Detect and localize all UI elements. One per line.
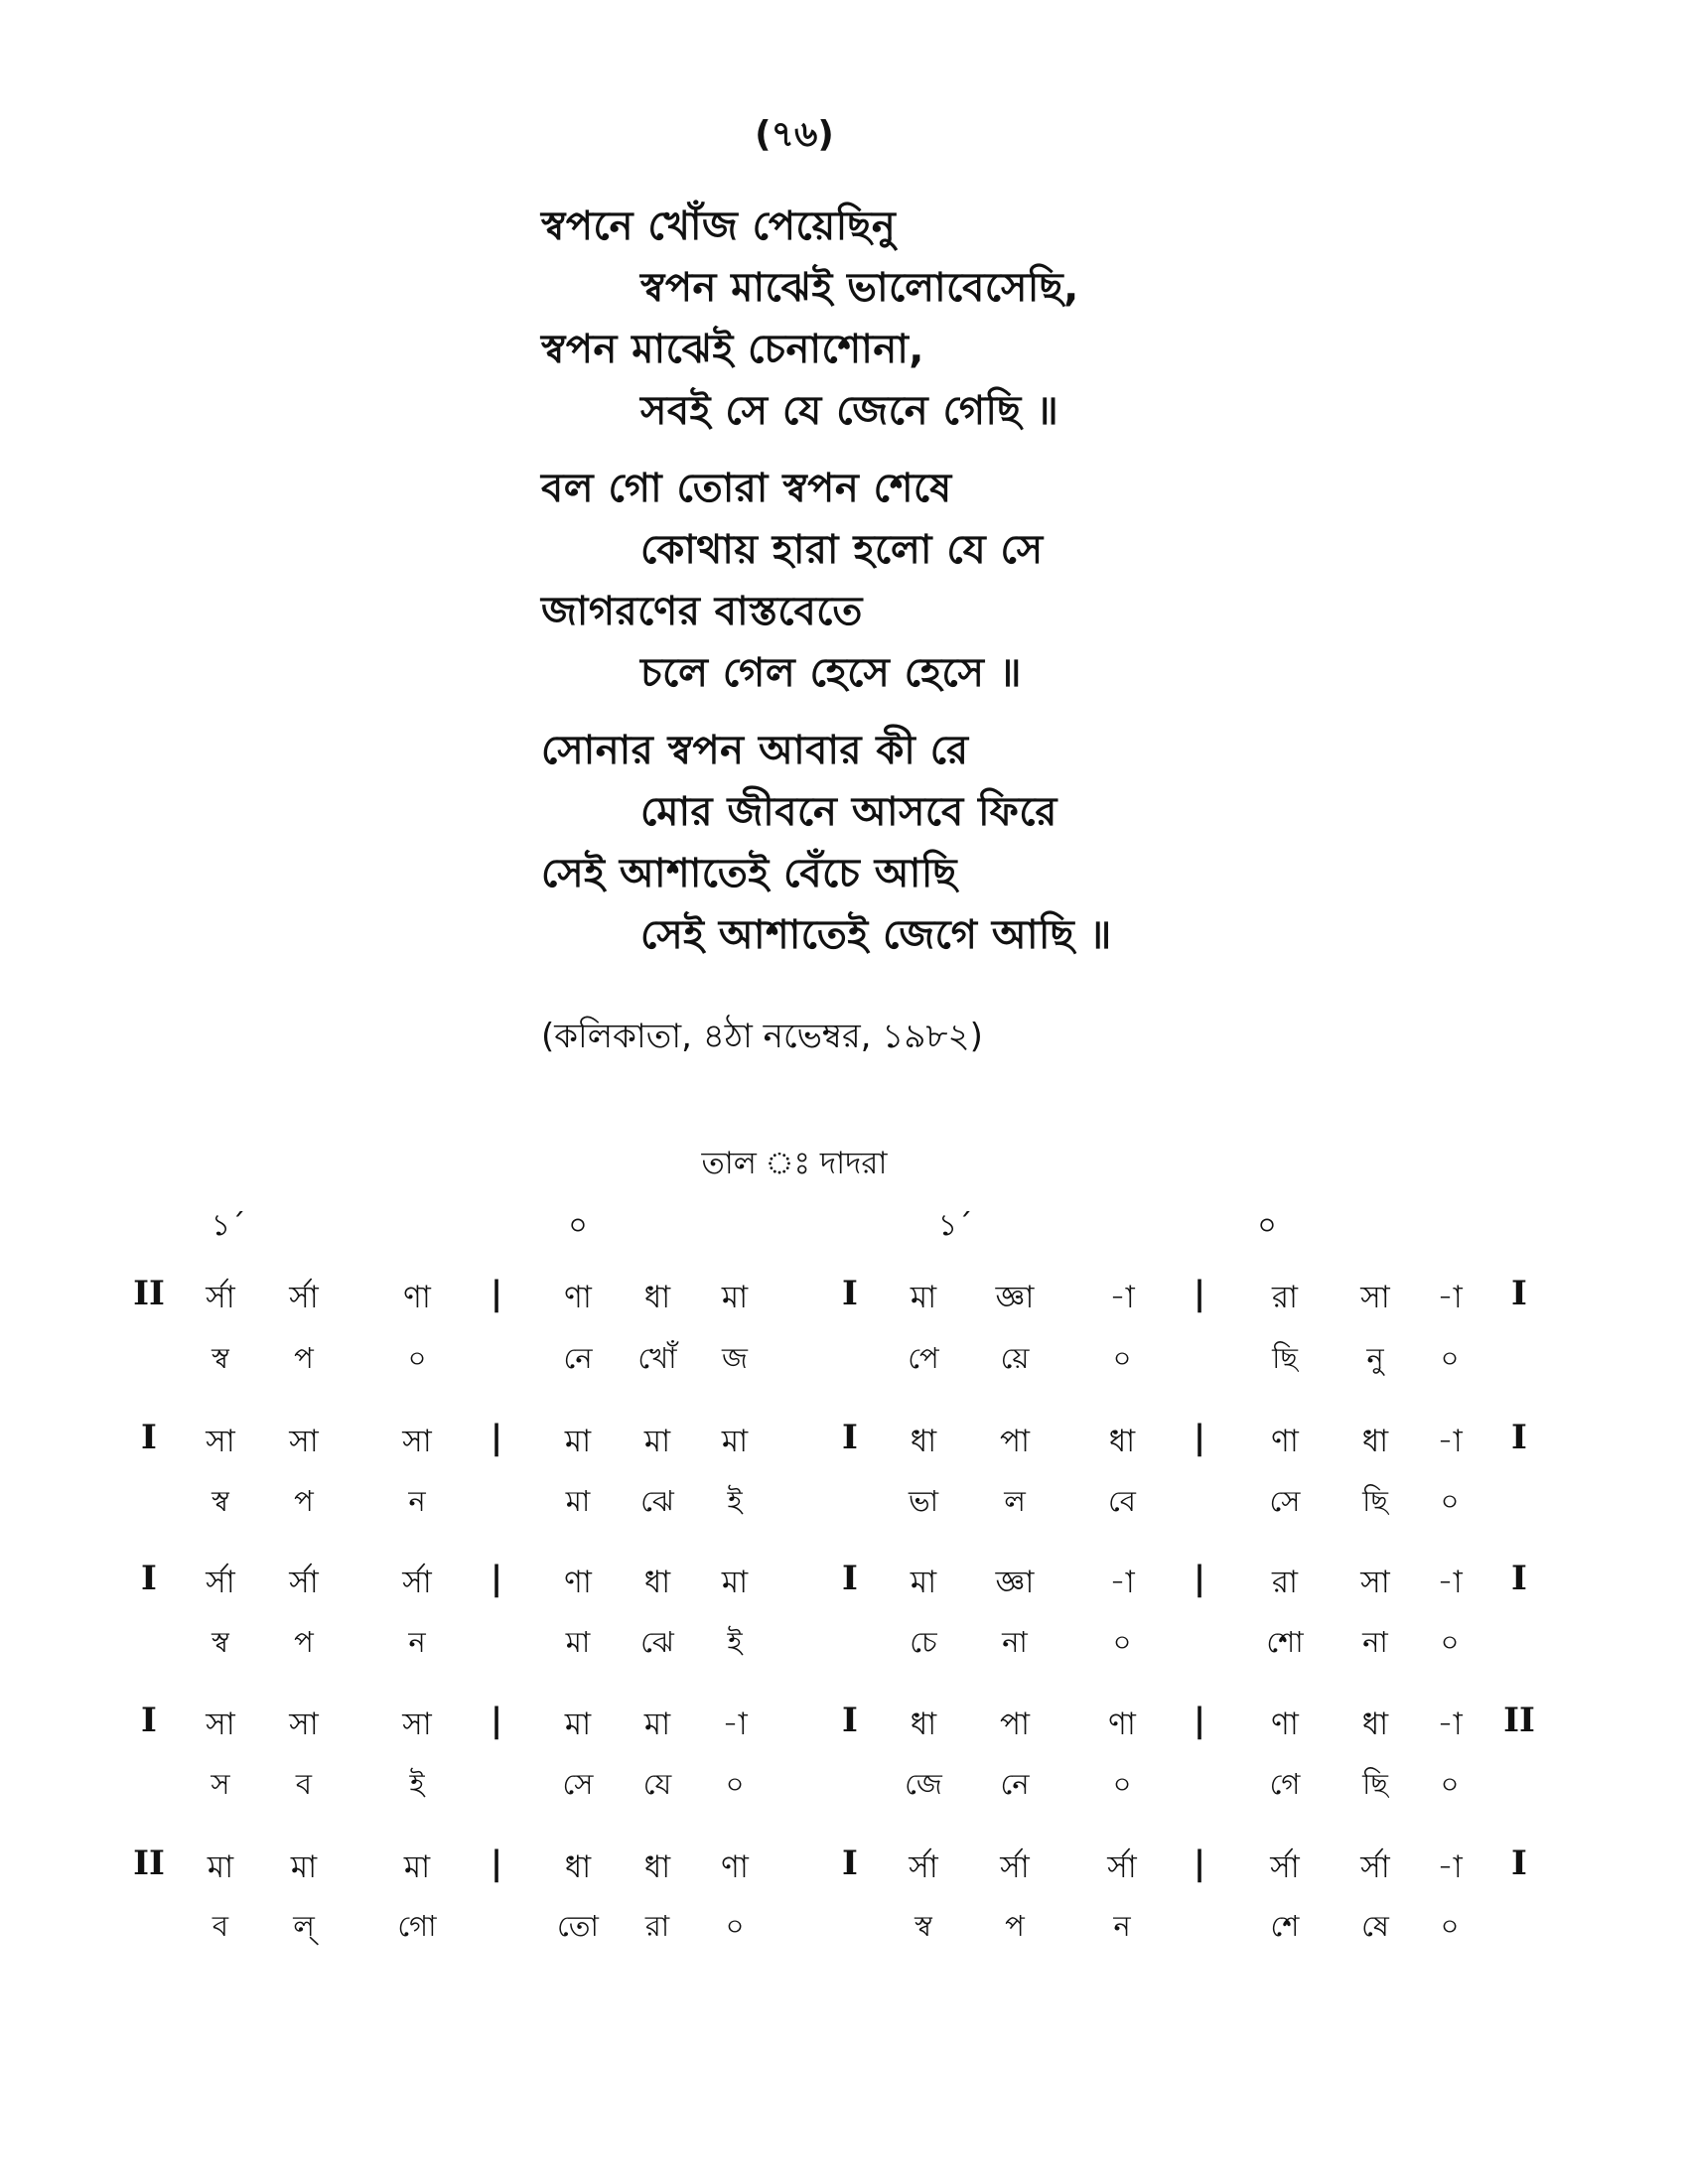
lyric-syllable: পে <box>908 1341 939 1375</box>
lyric-syllable: প <box>1005 1909 1025 1943</box>
verse-line: জাগরণের বাস্তবেতে <box>541 589 863 634</box>
swara-note: র্সা <box>1360 1849 1390 1885</box>
lyric-syllable: খোঁ <box>637 1341 677 1375</box>
swara-note: মা <box>564 1424 592 1459</box>
lyric-syllable: ন <box>408 1484 426 1518</box>
lyric-syllable: ষে <box>1361 1909 1389 1943</box>
lyric-syllable: শো <box>1266 1625 1304 1659</box>
lyric-syllable: প <box>294 1625 314 1659</box>
swara-note: র্সা <box>1270 1849 1300 1885</box>
swara-note: ধা <box>910 1706 937 1742</box>
swara-note: পা <box>999 1706 1031 1742</box>
swara-note: -া <box>1109 1280 1135 1315</box>
verse-line: চলে গেল হেসে হেসে ॥ <box>640 650 1023 696</box>
lyric-syllable: জ <box>722 1341 748 1375</box>
bar-line: II <box>1503 1701 1535 1740</box>
lyric-syllable: স্ব <box>211 1341 229 1375</box>
swara-note: -া <box>1437 1565 1463 1600</box>
verse-line: কোথায় হারা হলো যে সে <box>640 527 1044 573</box>
bar-line: | <box>490 1559 503 1598</box>
beat-marker: ০ <box>568 1208 588 1243</box>
swara-note: র্সা <box>909 1849 938 1885</box>
swara-note: -া <box>722 1706 748 1742</box>
lyric-syllable: মা <box>565 1625 591 1659</box>
bar-line: I <box>1511 1559 1527 1598</box>
verse-line: সোনার স্বপন আবার কী রে <box>541 728 969 773</box>
swara-note: ধা <box>564 1849 592 1885</box>
lyric-syllable: ০ <box>725 1767 745 1801</box>
bar-line: I <box>842 1843 858 1883</box>
swara-note: মা <box>207 1849 234 1885</box>
swara-note: সা <box>402 1424 432 1459</box>
lyric-syllable: ভা <box>908 1484 939 1518</box>
swara-note: মা <box>403 1849 431 1885</box>
swara-note: র্সা <box>206 1280 235 1315</box>
swara-note: র্সা <box>1000 1849 1030 1885</box>
lyric-syllable: ব <box>295 1767 313 1801</box>
swara-note: সা <box>1360 1565 1390 1600</box>
swara-note: ণা <box>1108 1706 1136 1742</box>
lyric-syllable: স <box>211 1767 230 1801</box>
bar-line: I <box>842 1701 858 1740</box>
lyric-syllable: ০ <box>1440 1341 1460 1375</box>
swara-note: পা <box>999 1424 1031 1459</box>
beat-marker: ১´ <box>211 1208 246 1243</box>
bar-line: | <box>490 1274 503 1313</box>
bar-line: I <box>141 1701 157 1740</box>
swara-note: জ্ঞা <box>995 1565 1035 1600</box>
swara-note: ণা <box>564 1280 592 1315</box>
lyric-syllable: ০ <box>1440 1767 1460 1801</box>
verse-line: স্বপনে খোঁজ পেয়েছিনু <box>541 204 897 249</box>
swara-note: ণা <box>1271 1706 1299 1742</box>
bar-line: I <box>842 1559 858 1598</box>
swara-note: -া <box>1437 1280 1463 1315</box>
lyric-syllable: গে <box>1269 1767 1301 1801</box>
verse-line: সবই সে যে জেনে গেছি ॥ <box>640 388 1059 434</box>
lyric-syllable: ০ <box>407 1341 427 1375</box>
swara-note: র্সা <box>402 1565 432 1600</box>
lyric-syllable: ০ <box>1440 1909 1460 1943</box>
swara-note: ণা <box>721 1849 749 1885</box>
swara-note: মা <box>643 1706 671 1742</box>
lyric-syllable: জে <box>905 1767 942 1801</box>
lyric-syllable: চে <box>910 1625 937 1659</box>
lyric-syllable: গো <box>397 1909 437 1943</box>
lyric-syllable: ই <box>727 1625 743 1659</box>
bar-line: | <box>1193 1274 1206 1313</box>
swara-note: ধা <box>643 1849 671 1885</box>
swara-note: সা <box>289 1706 319 1742</box>
bar-line: | <box>1193 1843 1206 1883</box>
lyric-syllable: ঝে <box>640 1484 674 1518</box>
swara-note: মা <box>721 1424 749 1459</box>
swara-note: সা <box>402 1706 432 1742</box>
bar-line: I <box>141 1418 157 1457</box>
swara-note: মা <box>290 1849 318 1885</box>
lyric-syllable: ০ <box>1112 1341 1132 1375</box>
lyric-syllable: ০ <box>1112 1767 1132 1801</box>
swara-note: মা <box>910 1565 937 1600</box>
bar-line: | <box>1193 1701 1206 1740</box>
lyric-syllable: ০ <box>1440 1484 1460 1518</box>
swara-note: র্সা <box>289 1280 319 1315</box>
lyric-syllable: ছি <box>1272 1341 1298 1375</box>
swara-note: জ্ঞা <box>995 1280 1035 1315</box>
page-number: (৭৬) <box>755 114 834 155</box>
bar-line: | <box>490 1418 503 1457</box>
verse-line: স্বপন মাঝেই ভালোবেসেছি, <box>640 265 1079 311</box>
swara-note: মা <box>564 1706 592 1742</box>
swara-note: মা <box>643 1424 671 1459</box>
lyric-syllable: প <box>294 1341 314 1375</box>
bar-line: I <box>1511 1274 1527 1313</box>
lyric-syllable: ছি <box>1362 1767 1388 1801</box>
beat-marker: ১´ <box>937 1208 973 1243</box>
swara-note: -া <box>1437 1706 1463 1742</box>
bar-line: II <box>133 1274 165 1313</box>
bar-line: I <box>842 1274 858 1313</box>
tala-heading: তাল ঃ দাদরা <box>701 1146 888 1181</box>
swara-note: সা <box>206 1706 235 1742</box>
lyric-syllable: রা <box>644 1909 670 1943</box>
swara-note: মা <box>910 1280 937 1315</box>
swara-note: সা <box>289 1424 319 1459</box>
lyric-syllable: নে <box>1000 1767 1030 1801</box>
lyric-syllable: নু <box>1366 1341 1384 1375</box>
verse-line: সেই আশাতেই জেগে আছি ॥ <box>640 912 1112 958</box>
lyric-syllable: য়ে <box>1000 1341 1030 1375</box>
swara-note: সা <box>206 1424 235 1459</box>
verse-line: স্বপন মাঝেই চেনাশোনা, <box>541 327 924 372</box>
beat-marker: ০ <box>1257 1208 1277 1243</box>
lyric-syllable: স্ব <box>211 1484 229 1518</box>
lyric-syllable: বে <box>1108 1484 1136 1518</box>
swara-note: ধা <box>643 1280 671 1315</box>
swara-note: রা <box>1271 1280 1299 1315</box>
swara-note: -া <box>1109 1565 1135 1600</box>
swara-note: র্সা <box>1107 1849 1137 1885</box>
bar-line: II <box>133 1843 165 1883</box>
swara-note: ধা <box>910 1424 937 1459</box>
bar-line: | <box>490 1843 503 1883</box>
lyric-syllable: ঝে <box>640 1625 674 1659</box>
swara-note: ধা <box>1108 1424 1136 1459</box>
lyric-syllable: যে <box>642 1767 672 1801</box>
lyric-syllable: ই <box>727 1484 743 1518</box>
lyric-syllable: স্ব <box>914 1909 932 1943</box>
lyric-syllable: ন <box>1113 1909 1131 1943</box>
lyric-syllable: স্ব <box>211 1625 229 1659</box>
swara-note: ণা <box>1271 1424 1299 1459</box>
lyric-syllable: মা <box>565 1484 591 1518</box>
verse-line: মোর জীবনে আসবে ফিরে <box>640 789 1057 835</box>
bar-line: | <box>490 1701 503 1740</box>
lyric-syllable: ন <box>408 1625 426 1659</box>
swara-note: ণা <box>403 1280 431 1315</box>
swara-note: মা <box>721 1280 749 1315</box>
swara-note: ধা <box>643 1565 671 1600</box>
lyric-syllable: ব <box>211 1909 229 1943</box>
bar-line: | <box>1193 1418 1206 1457</box>
lyric-syllable: নে <box>563 1341 593 1375</box>
verse-line: সেই আশাতেই বেঁচে আছি <box>541 851 958 896</box>
lyric-syllable: ০ <box>1112 1625 1132 1659</box>
swara-note: র্সা <box>289 1565 319 1600</box>
lyric-syllable: তো <box>557 1909 599 1943</box>
lyric-syllable: না <box>1362 1625 1388 1659</box>
swara-note: -া <box>1437 1849 1463 1885</box>
lyric-syllable: ছি <box>1362 1484 1388 1518</box>
composition-date: (কলিকাতা, ৪ঠা নভেম্বর, ১৯৮২) <box>541 1017 983 1056</box>
swara-note: -া <box>1437 1424 1463 1459</box>
swara-note: মা <box>721 1565 749 1600</box>
verse-line: বল গো তোরা স্বপন শেষে <box>541 466 952 511</box>
lyric-syllable: ল্ <box>293 1909 315 1943</box>
bar-line: | <box>1193 1559 1206 1598</box>
swara-note: র্সা <box>206 1565 235 1600</box>
bar-line: I <box>1511 1843 1527 1883</box>
lyric-syllable: ০ <box>725 1909 745 1943</box>
bar-line: I <box>1511 1418 1527 1457</box>
lyric-syllable: সে <box>1269 1484 1301 1518</box>
swara-note: ধা <box>1361 1706 1389 1742</box>
swara-note: ধা <box>1361 1424 1389 1459</box>
bar-line: I <box>141 1559 157 1598</box>
lyric-syllable: ০ <box>1440 1625 1460 1659</box>
bar-line: I <box>842 1418 858 1457</box>
swara-note: ণা <box>564 1565 592 1600</box>
swara-note: রা <box>1271 1565 1299 1600</box>
lyric-syllable: শে <box>1270 1909 1300 1943</box>
lyric-syllable: না <box>1002 1625 1028 1659</box>
lyric-syllable: ল <box>1004 1484 1026 1518</box>
lyric-syllable: প <box>294 1484 314 1518</box>
swara-note: সা <box>1360 1280 1390 1315</box>
lyric-syllable: সে <box>562 1767 594 1801</box>
lyric-syllable: ই <box>409 1767 425 1801</box>
